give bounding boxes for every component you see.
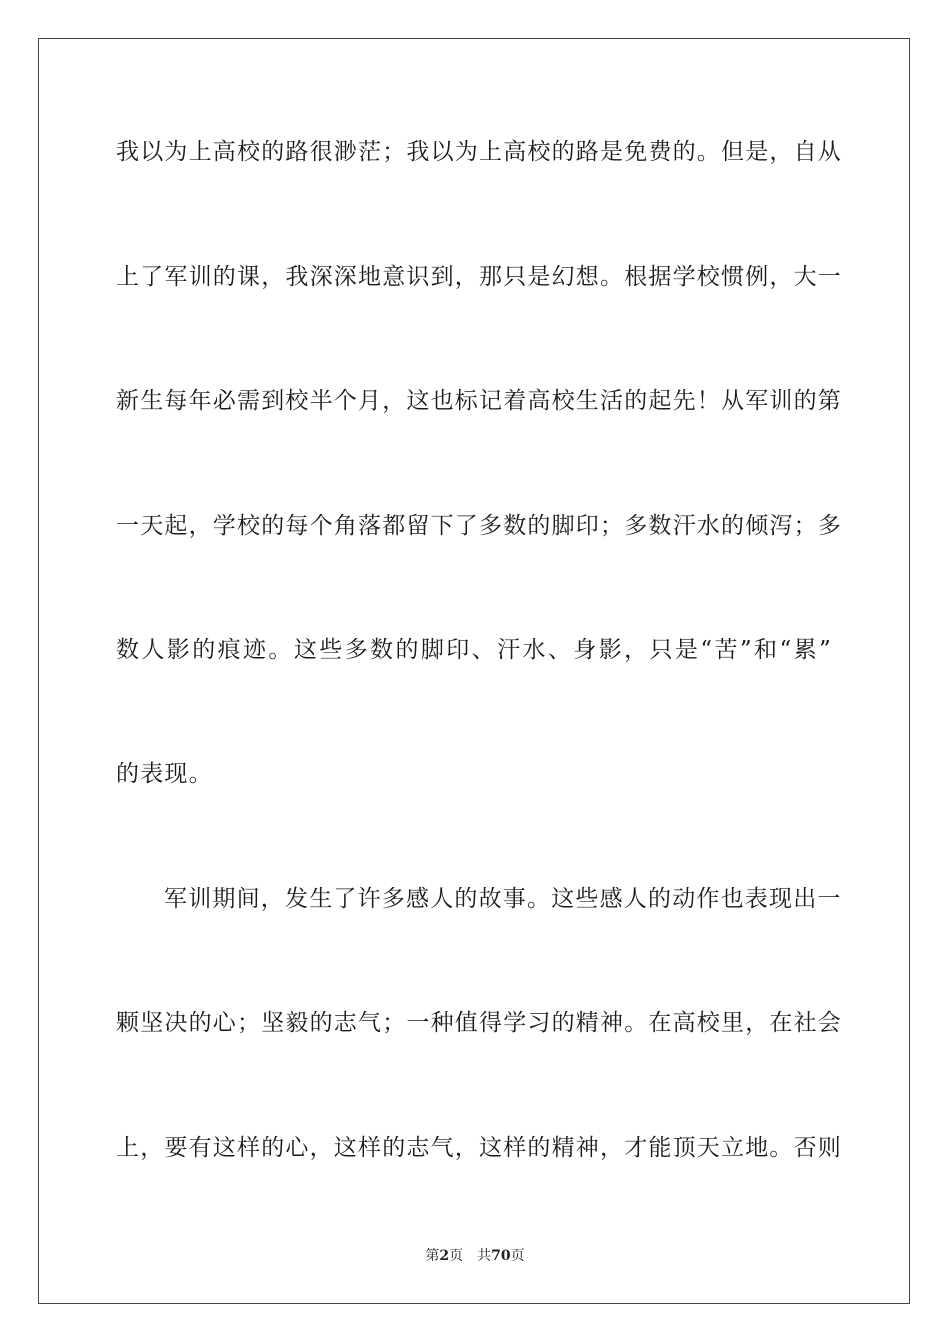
text-line-1: 我以为上高校的路很渺茫；我以为上高校的路是免费的。但是，自从 — [116, 139, 842, 165]
text-line-6: 的表现。 — [116, 761, 213, 787]
page-border — [38, 38, 910, 1304]
text-line-8: 颗坚决的心；坚毅的志气；一种值得学习的精神。在高校里，在社会 — [116, 1010, 842, 1036]
text-line-9: 上，要有这样的心，这样的志气，这样的精神，才能顶天立地。否则 — [116, 1135, 842, 1161]
page-label-suffix: 页 — [449, 1248, 464, 1264]
text-line-4: 一天起，学校的每个角落都留下了多数的脚印；多数汗水的倾泻；多 — [116, 513, 842, 539]
page-footer — [0, 1247, 950, 1265]
text-line-3: 新生每年必需到校半个月，这也标记着高校生活的起先！从军训的第 — [116, 388, 842, 414]
total-pages: 70 — [491, 1248, 511, 1264]
text-line-5: 数人影的痕迹。这些多数的脚印、汗水、身影，只是“苦”和“累” — [116, 637, 832, 663]
text-line-7: 军训期间，发生了许多感人的故事。这些感人的动作也表现出一 — [164, 886, 842, 912]
page-label-prefix: 第 — [425, 1248, 440, 1264]
total-label-suffix: 页 — [510, 1248, 525, 1264]
text-line-2: 上了军训的课，我深深地意识到，那只是幻想。根据学校惯例，大一 — [116, 264, 842, 290]
total-label-prefix: 共 — [477, 1248, 492, 1264]
page-number: 2 — [439, 1248, 450, 1264]
